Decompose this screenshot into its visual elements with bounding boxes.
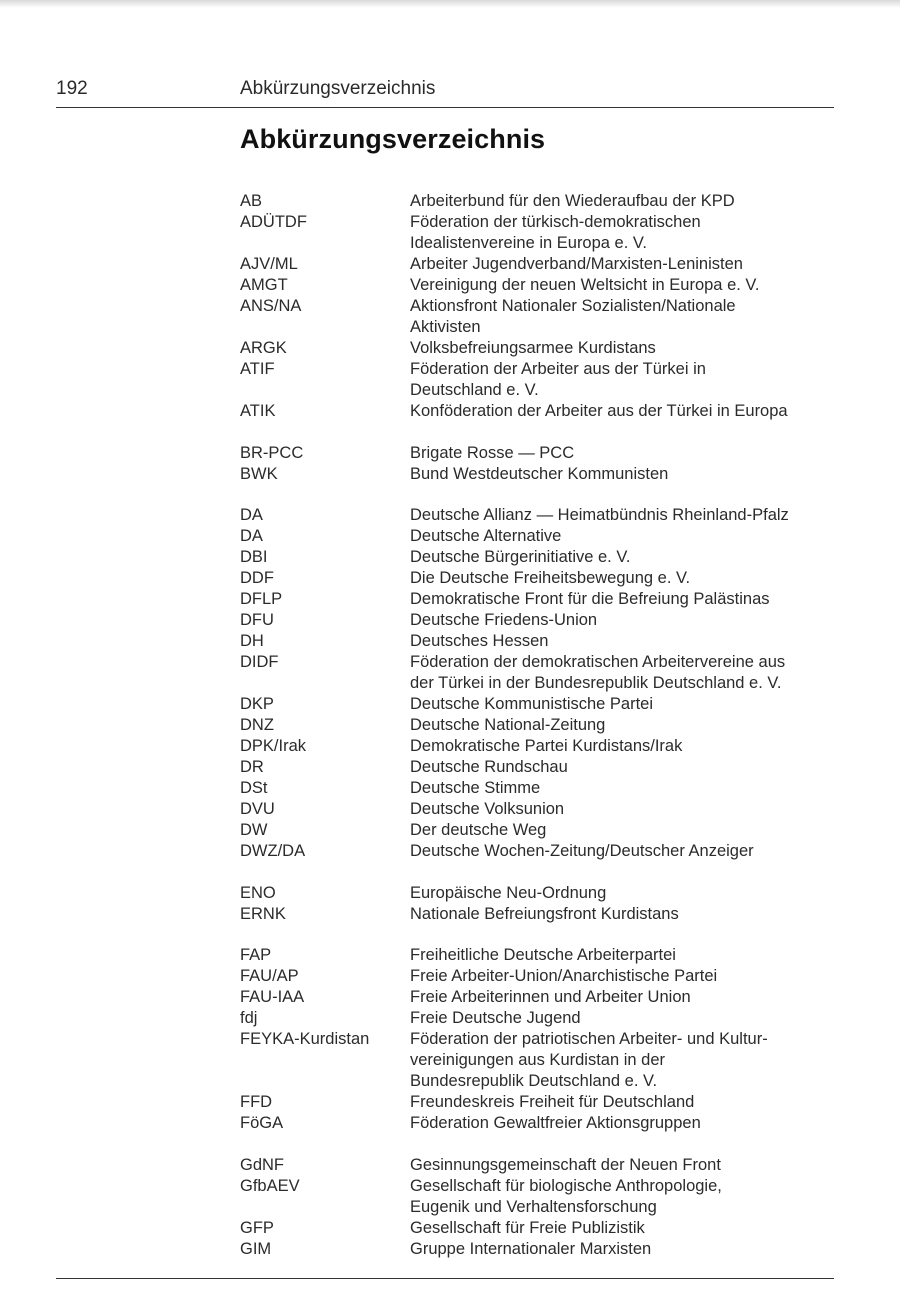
expansion bbox=[410, 464, 840, 485]
expansion-line: Deutsche Friedens-Union bbox=[410, 611, 598, 629]
header-rule bbox=[56, 107, 834, 108]
abbreviation-entry bbox=[240, 1092, 840, 1113]
expansion-line: Freundeskreis Freiheit für Deutschland bbox=[410, 1093, 695, 1111]
abbreviation: FFD bbox=[240, 1093, 273, 1111]
abbreviation: fdj bbox=[240, 1009, 258, 1027]
abbreviation-group bbox=[240, 505, 840, 862]
abbreviation-entry bbox=[240, 1008, 840, 1029]
expansion bbox=[410, 610, 840, 631]
abbreviation-entry bbox=[240, 778, 840, 799]
expansion bbox=[410, 694, 840, 715]
abbreviation: DFU bbox=[240, 611, 274, 629]
abbreviation: FAP bbox=[240, 946, 272, 964]
expansion-line: Freie Arbeiterinnen und Arbeiter Union bbox=[410, 988, 691, 1006]
expansion-line: Föderation der patriotischen Arbeiter- und Kultur- bbox=[410, 1030, 768, 1048]
abbreviation: DBI bbox=[240, 548, 268, 566]
abbreviation: FEYKA-Kurdistan bbox=[240, 1030, 370, 1048]
expansion bbox=[410, 1176, 840, 1218]
abbreviation-group bbox=[240, 883, 840, 925]
expansion bbox=[410, 526, 840, 547]
page-number: 192 bbox=[56, 78, 88, 99]
expansion bbox=[410, 1239, 840, 1260]
abbreviation-entry bbox=[240, 526, 840, 547]
expansion bbox=[410, 778, 840, 799]
expansion-line: Nationale Befreiungsfront Kurdistans bbox=[410, 904, 679, 923]
abbreviation-entry bbox=[240, 799, 840, 820]
expansion bbox=[410, 945, 840, 966]
abbreviation: FAU-IAA bbox=[240, 988, 305, 1006]
abbreviation-entry bbox=[240, 191, 840, 212]
abbreviation-entry bbox=[240, 212, 840, 254]
abbreviation: DSt bbox=[240, 779, 268, 797]
footer-rule bbox=[56, 1278, 834, 1279]
abbreviation-entry bbox=[240, 631, 840, 652]
abbreviation: ADÜTDF bbox=[240, 213, 307, 231]
expansion bbox=[410, 275, 840, 296]
expansion bbox=[410, 1008, 840, 1029]
expansion-line: Idealistenvereine in Europa e. V. bbox=[410, 234, 647, 252]
expansion bbox=[410, 966, 840, 987]
expansion-line: Freie Arbeiter-Union/Anarchistische Partei bbox=[410, 967, 718, 985]
expansion-line: Deutsche Wochen-Zeitung/Deutscher Anzeiger bbox=[410, 842, 754, 860]
expansion-line: Föderation der demokratischen Arbeitervereine aus bbox=[410, 653, 786, 671]
expansion bbox=[410, 589, 840, 610]
abbreviation-entry bbox=[240, 505, 840, 526]
expansion-line: Deutschland e. V. bbox=[410, 381, 539, 399]
expansion bbox=[410, 1029, 840, 1092]
expansion bbox=[410, 296, 840, 338]
expansion bbox=[410, 338, 840, 359]
expansion-line: Die Deutsche Freiheitsbewegung e. V. bbox=[410, 569, 691, 587]
expansion-line: Europäische Neu-Ordnung bbox=[410, 883, 607, 902]
expansion-line: Demokratische Front für die Befreiung Palästinas bbox=[410, 590, 770, 608]
abbreviation: GdNF bbox=[240, 1155, 285, 1174]
abbreviation: DVU bbox=[240, 800, 275, 818]
abbreviation-entry bbox=[240, 1155, 840, 1176]
abbreviation-entry bbox=[240, 694, 840, 715]
expansion bbox=[410, 254, 840, 275]
abbreviation-entry bbox=[240, 401, 840, 422]
abbreviation: DFLP bbox=[240, 590, 283, 608]
abbreviation: GIM bbox=[240, 1239, 272, 1258]
abbreviation-entry bbox=[240, 757, 840, 778]
abbreviation: BWK bbox=[240, 464, 278, 483]
expansion bbox=[410, 547, 840, 568]
expansion bbox=[410, 799, 840, 820]
abbreviation-entry bbox=[240, 883, 840, 904]
expansion bbox=[410, 883, 840, 904]
expansion bbox=[410, 191, 840, 212]
expansion-line: Gruppe Internationaler Marxisten bbox=[410, 1239, 652, 1258]
expansion-line: Deutsche Allianz — Heimatbündnis Rheinland-Pfalz bbox=[410, 506, 789, 524]
abbreviation: DPK/Irak bbox=[240, 737, 307, 755]
abbreviation: AJV/ML bbox=[240, 255, 298, 273]
abbreviation: AB bbox=[240, 192, 263, 210]
expansion bbox=[410, 443, 840, 464]
abbreviation-entry bbox=[240, 1176, 840, 1218]
abbreviation: DR bbox=[240, 758, 264, 776]
expansion bbox=[410, 1113, 840, 1134]
expansion-line: Deutsches Hessen bbox=[410, 632, 549, 650]
abbreviation-group bbox=[240, 443, 840, 485]
expansion-line: Föderation der Arbeiter aus der Türkei in bbox=[410, 360, 706, 378]
expansion-line: Gesinnungsgemeinschaft der Neuen Front bbox=[410, 1155, 721, 1174]
expansion-line: Freie Deutsche Jugend bbox=[410, 1009, 581, 1027]
abbreviation-entry bbox=[240, 945, 840, 966]
expansion-line: Arbeiter Jugendverband/Marxisten-Leninisten bbox=[410, 255, 743, 273]
abbreviation: DA bbox=[240, 527, 263, 545]
expansion-line: Gesellschaft für Freie Publizistik bbox=[410, 1218, 645, 1237]
abbreviation-group bbox=[240, 1155, 840, 1260]
abbreviation-entry bbox=[240, 338, 840, 359]
abbreviation-entry bbox=[240, 652, 840, 694]
abbreviation-entry bbox=[240, 904, 840, 925]
abbreviation-entry bbox=[240, 589, 840, 610]
expansion-line: Deutsche Volksunion bbox=[410, 800, 565, 818]
abbreviation: ANS/NA bbox=[240, 297, 302, 315]
abbreviation-entry bbox=[240, 275, 840, 296]
abbreviation: AMGT bbox=[240, 276, 288, 294]
abbreviation-entry bbox=[240, 841, 840, 862]
abbreviation-entry bbox=[240, 1029, 840, 1092]
abbreviation-entry bbox=[240, 715, 840, 736]
abbreviation: DW bbox=[240, 821, 268, 839]
abbreviation: ENO bbox=[240, 883, 276, 902]
expansion-line: Deutsche Kommunistische Partei bbox=[410, 695, 654, 713]
abbreviation-entry bbox=[240, 736, 840, 757]
expansion-line: Deutsche Bürgerinitiative e. V. bbox=[410, 548, 631, 566]
expansion-line: Freiheitliche Deutsche Arbeiterpartei bbox=[410, 946, 676, 964]
expansion bbox=[410, 715, 840, 736]
abbreviation-entry bbox=[240, 464, 840, 485]
expansion bbox=[410, 505, 840, 526]
abbreviation: FAU/AP bbox=[240, 967, 299, 985]
expansion bbox=[410, 359, 840, 401]
abbreviation-entry bbox=[240, 296, 840, 338]
expansion-line: Vereinigung der neuen Weltsicht in Europa e. V. bbox=[410, 276, 760, 294]
expansion-line: Bund Westdeutscher Kommunisten bbox=[410, 464, 669, 483]
chapter-title: Abkürzungsverzeichnis bbox=[240, 124, 546, 154]
abbreviation-entry bbox=[240, 610, 840, 631]
abbreviation: DWZ/DA bbox=[240, 842, 306, 860]
abbreviation-entry bbox=[240, 987, 840, 1008]
expansion-line: Der deutsche Weg bbox=[410, 821, 547, 839]
expansion-line: Deutsche Alternative bbox=[410, 527, 562, 545]
expansion-line: Bundesrepublik Deutschland e. V. bbox=[410, 1072, 658, 1090]
abbreviation: ARGK bbox=[240, 339, 287, 357]
abbreviation-entry bbox=[240, 1239, 840, 1260]
expansion-line: Föderation Gewaltfreier Aktionsgruppen bbox=[410, 1114, 701, 1132]
expansion-line: Deutsche National-Zeitung bbox=[410, 716, 606, 734]
expansion bbox=[410, 1155, 840, 1176]
expansion bbox=[410, 757, 840, 778]
abbreviation-group bbox=[240, 945, 840, 1134]
expansion bbox=[410, 568, 840, 589]
expansion bbox=[410, 631, 840, 652]
abbreviation-entry bbox=[240, 254, 840, 275]
expansion-line: Arbeiterbund für den Wiederaufbau der KPD bbox=[410, 192, 735, 210]
expansion bbox=[410, 652, 840, 694]
expansion bbox=[410, 1218, 840, 1239]
expansion-line: vereinigungen aus Kurdistan in der bbox=[410, 1051, 666, 1069]
expansion bbox=[410, 736, 840, 757]
expansion-line: Aktivisten bbox=[410, 318, 481, 336]
abbreviation-entry bbox=[240, 547, 840, 568]
abbreviation: DH bbox=[240, 632, 264, 650]
expansion-line: der Türkei in der Bundesrepublik Deutschland e. V. bbox=[410, 674, 782, 692]
abbreviation: ERNK bbox=[240, 904, 286, 923]
abbreviation-entry bbox=[240, 820, 840, 841]
expansion bbox=[410, 212, 840, 254]
abbreviation-entry bbox=[240, 443, 840, 464]
abbreviation: ATIF bbox=[240, 360, 275, 378]
expansion-line: Brigate Rosse — PCC bbox=[410, 443, 575, 462]
abbreviation: FöGA bbox=[240, 1114, 284, 1132]
expansion-line: Volksbefreiungsarmee Kurdistans bbox=[410, 339, 656, 357]
expansion bbox=[410, 401, 840, 422]
abbreviation: GFP bbox=[240, 1218, 274, 1237]
page-edge-shadow bbox=[0, 0, 900, 8]
expansion bbox=[410, 904, 840, 925]
abbreviation-entry bbox=[240, 568, 840, 589]
abbreviation: DNZ bbox=[240, 716, 274, 734]
running-head: Abkürzungsverzeichnis bbox=[240, 78, 436, 99]
expansion-line: Konföderation der Arbeiter aus der Türkei in Europa bbox=[410, 402, 788, 420]
expansion-line: Deutsche Rundschau bbox=[410, 758, 568, 776]
abbreviation: ATIK bbox=[240, 402, 276, 420]
abbreviation: DIDF bbox=[240, 653, 279, 671]
expansion-line: Eugenik und Verhaltensforschung bbox=[410, 1197, 657, 1216]
abbreviation-list bbox=[240, 191, 840, 1280]
expansion-line: Aktionsfront Nationaler Sozialisten/Nationale bbox=[410, 297, 736, 315]
abbreviation: BR-PCC bbox=[240, 443, 304, 462]
abbreviation-entry bbox=[240, 1218, 840, 1239]
expansion-line: Deutsche Stimme bbox=[410, 779, 541, 797]
abbreviation: DDF bbox=[240, 569, 274, 587]
abbreviation-group bbox=[240, 191, 840, 422]
abbreviation-entry bbox=[240, 1113, 840, 1134]
abbreviation: GfbAEV bbox=[240, 1176, 300, 1195]
abbreviation-entry bbox=[240, 966, 840, 987]
expansion bbox=[410, 987, 840, 1008]
expansion bbox=[410, 820, 840, 841]
expansion-line: Gesellschaft für biologische Anthropologie, bbox=[410, 1176, 722, 1195]
expansion-line: Föderation der türkisch-demokratischen bbox=[410, 213, 701, 231]
expansion bbox=[410, 1092, 840, 1113]
expansion-line: Demokratische Partei Kurdistans/Irak bbox=[410, 737, 683, 755]
expansion bbox=[410, 841, 840, 862]
abbreviation: DKP bbox=[240, 695, 274, 713]
abbreviation-entry bbox=[240, 359, 840, 401]
abbreviation: DA bbox=[240, 506, 263, 524]
